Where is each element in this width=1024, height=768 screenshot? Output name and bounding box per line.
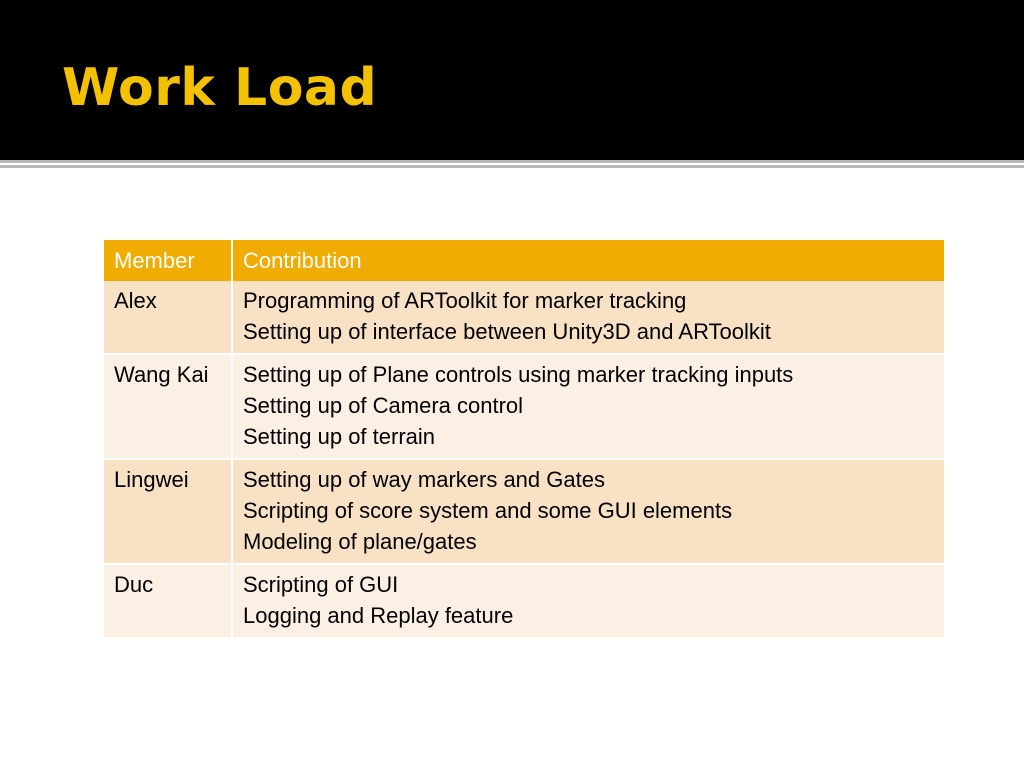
member-cell: Duc — [104, 564, 232, 637]
header-member: Member — [104, 240, 232, 281]
contribution-line: Modeling of plane/gates — [243, 529, 477, 554]
member-cell: Alex — [104, 281, 232, 354]
contribution-line: Setting up of Camera control — [243, 393, 524, 418]
table-row — [104, 459, 944, 564]
contribution-line: Scripting of GUI — [243, 572, 399, 597]
workload-table — [104, 240, 944, 637]
table-row — [104, 281, 944, 354]
title-divider-highlight — [0, 163, 1024, 165]
contribution-cell — [232, 459, 944, 564]
header-contribution: Contribution — [232, 240, 944, 281]
contribution-line: Setting up of interface between Unity3D and ARToolkit — [243, 319, 771, 344]
table-row — [104, 564, 944, 637]
title-band — [0, 0, 1024, 160]
contribution-line: Setting up of terrain — [243, 424, 436, 449]
contribution-line: Programming of ARToolkit for marker tracking — [243, 288, 687, 313]
table-row — [104, 354, 944, 459]
contribution-cell — [232, 354, 944, 459]
contribution-line: Scripting of score system and some GUI elements — [243, 498, 733, 523]
contribution-cell — [232, 281, 944, 354]
contribution-line: Setting up of Plane controls using marker tracking inputs — [243, 362, 794, 387]
table-header-row — [104, 240, 944, 281]
contribution-line: Logging and Replay feature — [243, 603, 514, 628]
member-cell: Wang Kai — [104, 354, 232, 459]
member-cell: Lingwei — [104, 459, 232, 564]
slide-title: Work Load — [62, 58, 378, 118]
contribution-line: Setting up of way markers and Gates — [243, 467, 605, 492]
contribution-cell — [232, 564, 944, 637]
